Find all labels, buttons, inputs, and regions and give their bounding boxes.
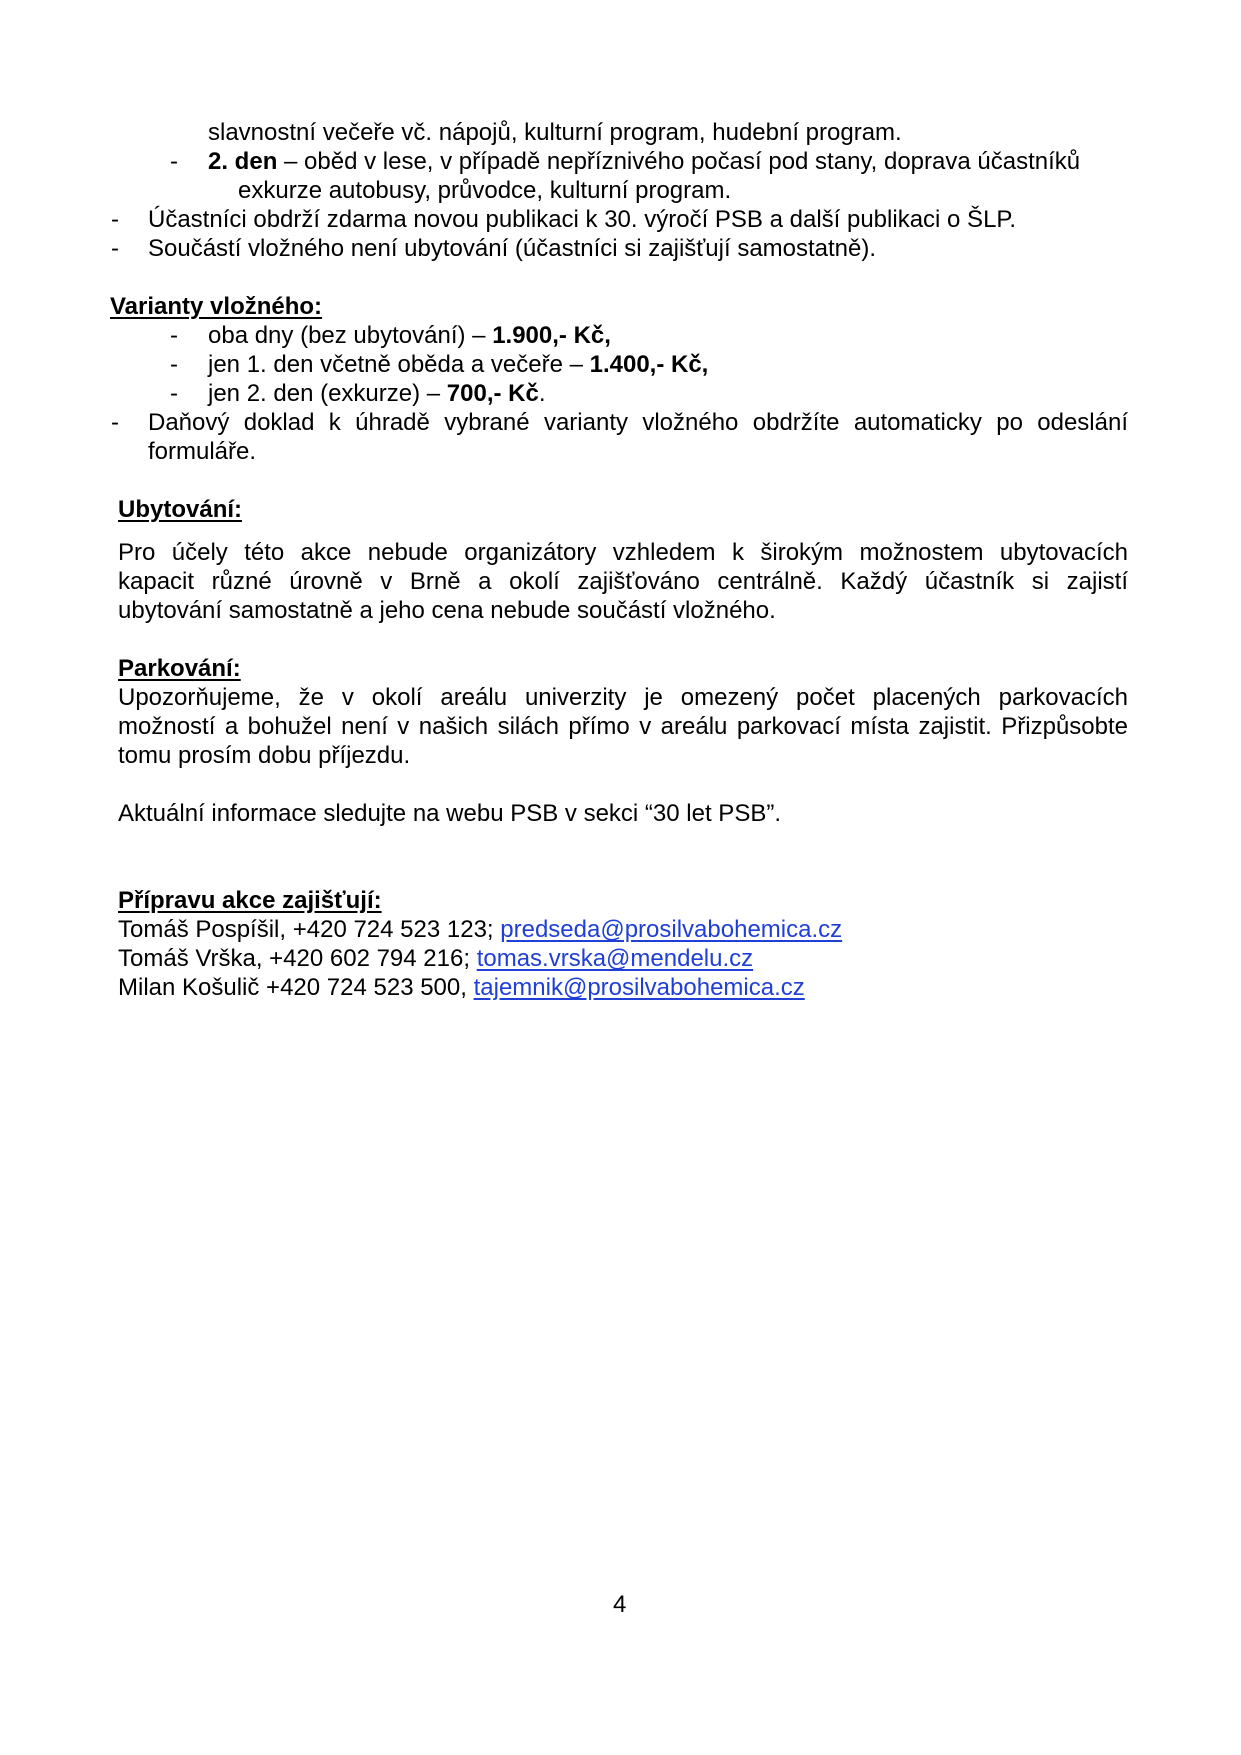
accommodation-text: ubytování samostatně a jeho cena nebude součástí vložného. bbox=[118, 597, 776, 624]
contacts-heading: Přípravu akce zajišťují: bbox=[118, 887, 382, 914]
accommodation-heading: Ubytování: bbox=[118, 496, 243, 523]
fee-item: oba dny (bez ubytování) – 1.900,- Kč, bbox=[208, 322, 611, 349]
page-number: 4 bbox=[613, 1591, 627, 1618]
bullet-dash: - bbox=[111, 235, 119, 262]
email-link[interactable]: tajemnik@prosilvabohemica.cz bbox=[473, 974, 805, 1001]
fee-price: 700,- Kč bbox=[446, 380, 539, 407]
email-link[interactable]: tomas.vrska@mendelu.cz bbox=[476, 945, 754, 972]
accommodation-text: kapacit různé úrovně v Brně a okolí zajišťováno centrálně. Každý účastník si zajistí bbox=[118, 568, 1128, 595]
contact-name: Tomáš Pospíšil, +420 724 523 123; bbox=[118, 916, 501, 943]
contact-row bbox=[118, 973, 805, 1002]
parking-text: Upozorňujeme, že v okolí areálu univerzity je omezený počet placených parkovacích bbox=[118, 684, 1128, 711]
day2-label: 2. den bbox=[208, 148, 278, 175]
day2-line bbox=[208, 147, 1080, 176]
publication-bullet: Účastníci obdrží zdarma novou publikaci k 30. výročí PSB a další publikaci o ŠLP. bbox=[148, 206, 1016, 233]
fee-price: 1.900,- Kč, bbox=[492, 322, 611, 349]
accommodation-bullet: Součástí vložného není ubytování (účastníci si zajišťují samostatně). bbox=[148, 235, 877, 262]
accommodation-text: Pro účely této akce nebude organizátory vzhledem k širokým možnostem ubytovacích bbox=[118, 539, 1128, 566]
bullet-dash: - bbox=[170, 148, 178, 175]
fees-heading: Varianty vložného: bbox=[110, 293, 323, 320]
fee-item: jen 1. den včetně oběda a večeře – 1.400,- Kč, bbox=[208, 351, 709, 378]
bullet-dash: - bbox=[170, 380, 178, 407]
parking-text: možností a bohužel není v našich silách přímo v areálu parkovací místa zajistit. Přizpůsobte bbox=[118, 713, 1128, 740]
bullet-dash: - bbox=[170, 351, 178, 378]
day2-text: – oběd v lese, v případě nepříznivého počasí pod stany, doprava účastníků bbox=[277, 148, 1081, 175]
parking-heading: Parkování: bbox=[118, 655, 241, 682]
day2-line-2: exkurze autobusy, průvodce, kulturní program. bbox=[238, 177, 732, 204]
invoice-line-2: formuláře. bbox=[148, 438, 257, 465]
bullet-dash: - bbox=[111, 206, 119, 233]
contact-row bbox=[118, 944, 753, 973]
parking-text: tomu prosím dobu příjezdu. bbox=[118, 742, 411, 769]
contact-name: Milan Košulič +420 724 523 500, bbox=[118, 974, 474, 1001]
info-text: Aktuální informace sledujte na webu PSB v sekci “30 let PSB”. bbox=[118, 800, 781, 827]
email-link[interactable]: predseda@prosilvabohemica.cz bbox=[500, 916, 843, 943]
contact-name: Tomáš Vrška, +420 602 794 216; bbox=[118, 945, 477, 972]
fee-price: 1.400,- Kč, bbox=[589, 351, 709, 378]
bullet-dash: - bbox=[111, 409, 119, 436]
invoice-line: Daňový doklad k úhradě vybrané varianty vložného obdržíte automaticky po odeslání bbox=[148, 409, 1128, 436]
contact-row bbox=[118, 915, 842, 944]
intro-line: slavnostní večeře vč. nápojů, kulturní program, hudební program. bbox=[208, 119, 902, 146]
fee-item: jen 2. den (exkurze) – 700,- Kč. bbox=[208, 380, 546, 407]
bullet-dash: - bbox=[170, 322, 178, 349]
